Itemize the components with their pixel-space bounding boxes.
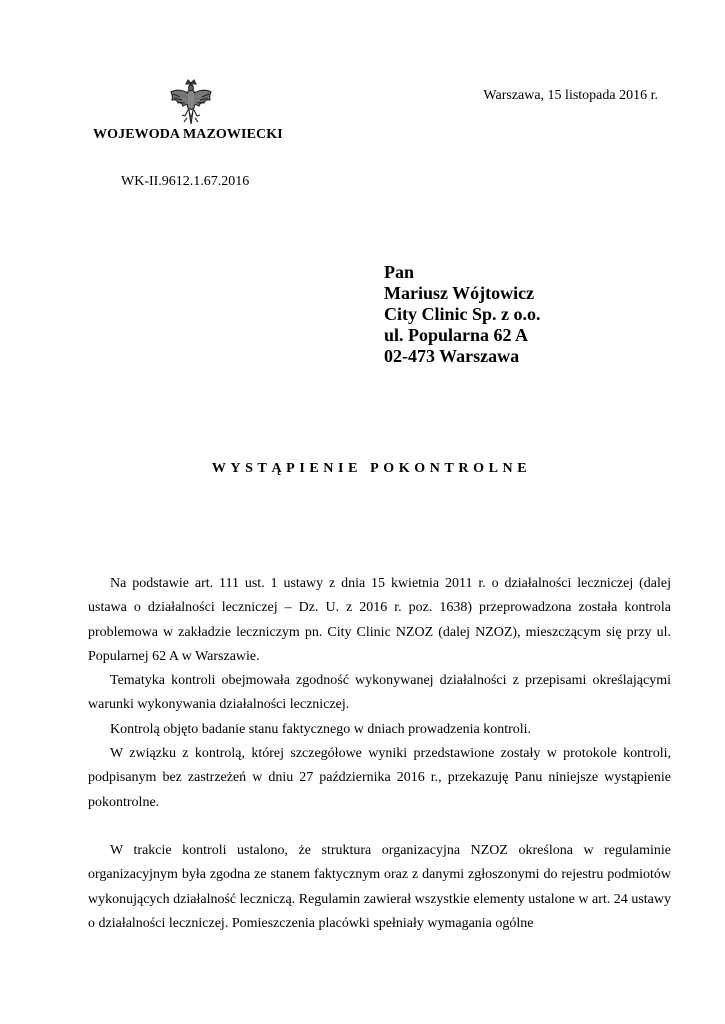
addressee-block (384, 262, 541, 367)
addressee-salutation: Pan (384, 262, 415, 282)
document-body (88, 572, 671, 936)
addressee-company: City Clinic Sp. z o.o. (384, 304, 541, 324)
paragraph: W związku z kontrolą, której szczegółowe wyniki przedstawione zostały w protokole kontroli, podpisanym bez zastrzeżeń w dniu 27 października 2016 r., przekazuję Panu niniejsze wystąpienie pokontrolne. (88, 746, 671, 810)
paragraph: Na podstawie art. 111 ust. 1 ustawy z dnia 15 kwietnia 2011 r. o działalności leczniczej (dalej ustawa o działalności leczniczej – Dz. U. z 2016 r. poz. 1638) przeprowadzona została kontrola problemowa w zakładzie leczniczym pn. City Clinic NZOZ (dalej NZOZ), mieszczącym się przy ul. Popularnej 62 A w Warszawie. (88, 576, 671, 664)
paragraph: W trakcie kontroli ustalono, że struktura organizacyjna NZOZ określona w regulaminie organizacyjnym była zgodna ze stanem faktycznym oraz z danymi zgłoszonymi do rejestru podmiotów wykonujących działalność leczniczą. Regulamin zawierał wszystkie elementy ustalone w art. 24 ustawy o działalności leczniczej. Pomieszczenia placówki spełniały wymagania ogólne (88, 842, 671, 931)
addressee-name: Mariusz Wójtowicz (384, 283, 535, 303)
reference-number: WK-II.9612.1.67.2016 (121, 174, 250, 189)
paragraph: Tematyka kontroli obejmowała zgodność wykonywanej działalności z przepisami określającymi warunki wykonywania działalności leczniczej. (88, 673, 671, 713)
issuing-authority: WOJEWODA MAZOWIECKI (93, 127, 283, 142)
place-date: Warszawa, 15 listopada 2016 r. (483, 88, 658, 103)
paragraph: Kontrolą objęto badanie stanu faktycznego w dniach prowadzenia kontroli. (110, 721, 532, 737)
addressee-street: ul. Popularna 62 A (384, 325, 529, 345)
addressee-city: 02-473 Warszawa (384, 346, 520, 366)
polish-eagle-emblem-icon (168, 78, 214, 126)
document-title: WYSTĄPIENIE POKONTROLNE (211, 461, 532, 476)
